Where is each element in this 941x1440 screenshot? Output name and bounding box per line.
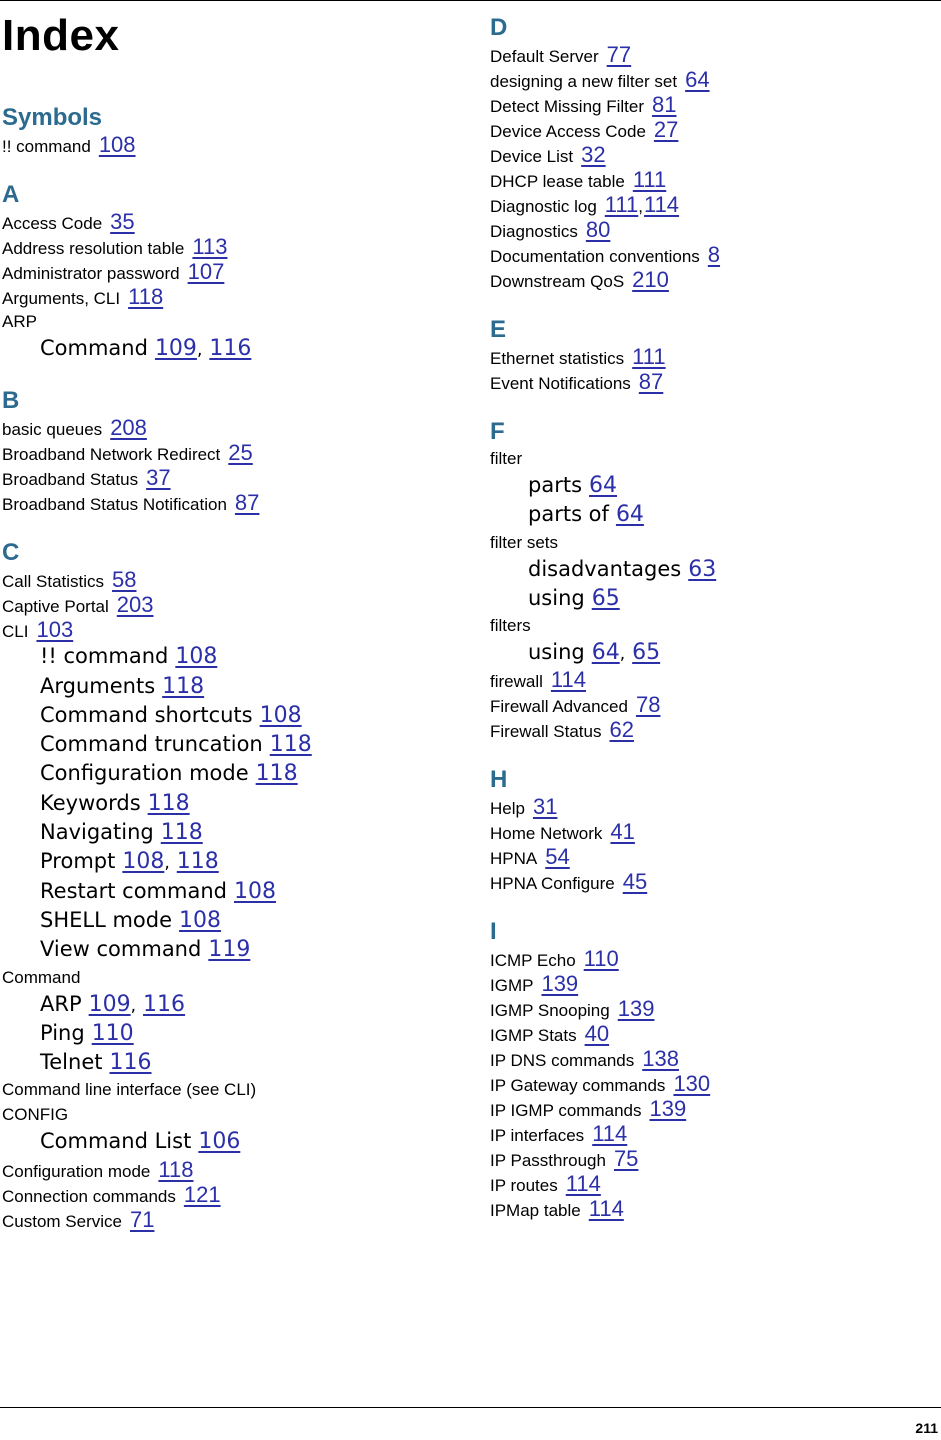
index-term: Keywords: [40, 790, 141, 815]
index-term: ICMP Echo: [490, 951, 576, 971]
index-term: Diagnostic log: [490, 197, 597, 216]
index-term: Command: [2, 967, 81, 987]
index-subentry: [490, 638, 940, 667]
index-entry: [2, 132, 472, 157]
index-term: Configuration mode: [2, 1161, 151, 1181]
index-term: Help: [490, 799, 525, 819]
section-heading-i: I: [490, 918, 497, 946]
index-subentry: [2, 906, 472, 935]
index-entry: [490, 1046, 940, 1071]
index-entry: [490, 242, 940, 267]
index-term: designing a new filter set: [490, 72, 678, 91]
index-subentry: [2, 759, 472, 788]
index-term: Captive Portal: [2, 597, 109, 617]
index-term: Telnet: [40, 1050, 103, 1075]
index-entry: [2, 617, 472, 642]
index-entry: [490, 42, 940, 67]
index-term: ARP: [2, 312, 37, 331]
page-link[interactable]: 80: [585, 217, 611, 242]
page-link[interactable]: 116: [209, 336, 252, 361]
index-entry: [490, 267, 940, 292]
index-term: Call Statistics: [2, 572, 105, 592]
index-entry: [490, 217, 940, 242]
index-term: HPNA Configure: [490, 874, 615, 894]
page-link[interactable]: 40: [584, 1021, 610, 1047]
index-entry: [490, 1096, 940, 1121]
page-link[interactable]: 114: [592, 1121, 628, 1147]
page-link[interactable]: 118: [269, 732, 312, 758]
index-term: SHELL mode: [40, 907, 173, 932]
index-term: Firewall Status: [490, 722, 602, 742]
index-term: HPNA: [490, 849, 538, 869]
index-subentry: [2, 847, 472, 876]
index-term: ARP: [40, 991, 82, 1016]
page-link[interactable]: 138: [642, 1046, 679, 1072]
index-subentry: [2, 935, 472, 964]
page-link[interactable]: 121: [183, 1181, 221, 1207]
section-heading-c: C: [2, 539, 20, 567]
page-link[interactable]: 203: [116, 592, 154, 618]
section-heading-a: A: [2, 181, 20, 208]
page-link[interactable]: 108: [259, 702, 302, 728]
index-subentry: [2, 877, 472, 906]
footer-rule: [0, 1407, 941, 1408]
index-entry: [490, 192, 940, 217]
page-link[interactable]: 109: [88, 991, 131, 1017]
index-term: Ping: [40, 1020, 85, 1045]
index-subentry: [2, 1019, 472, 1048]
index-term: Arguments, CLI: [2, 289, 121, 308]
index-term: Prompt: [40, 849, 116, 874]
index-subentry: [2, 730, 472, 759]
index-entry: [490, 613, 940, 638]
index-term: Broadband Status: [2, 470, 139, 490]
index-term: IP routes: [490, 1176, 558, 1196]
index-term: DHCP lease table: [490, 172, 625, 191]
page-link[interactable]: 71: [129, 1206, 155, 1232]
index-term: IGMP Snooping: [490, 1001, 610, 1021]
index-entry: [2, 490, 472, 515]
page-link[interactable]: 118: [255, 761, 298, 787]
page-separator: ,: [619, 644, 626, 665]
page-link[interactable]: 108: [233, 878, 276, 904]
page-link[interactable]: 65: [591, 585, 620, 611]
index-term: !! command: [2, 137, 91, 156]
index-entry: [2, 1077, 472, 1102]
index-entry: [2, 234, 472, 259]
index-left-column: [2, 12, 472, 1232]
page-link[interactable]: 106: [198, 1129, 241, 1155]
page-link[interactable]: 210: [632, 267, 669, 292]
page-link[interactable]: 58: [112, 567, 137, 593]
index-term: Command shortcuts: [40, 702, 253, 727]
page-link[interactable]: 108: [179, 907, 222, 933]
page-number: 211: [915, 1420, 938, 1436]
page-link[interactable]: 8: [707, 242, 721, 267]
page-link[interactable]: 35: [110, 209, 135, 234]
page-link[interactable]: 25: [228, 440, 253, 466]
index-term: IP IGMP commands: [490, 1101, 642, 1121]
index-entry: [490, 1071, 940, 1096]
index-entry: [490, 844, 940, 869]
page-separator: ,: [196, 340, 203, 360]
index-entry: [2, 209, 472, 234]
section-heading-d: D: [490, 14, 508, 41]
index-subentry: [2, 1048, 472, 1077]
index-term: Command truncation: [40, 732, 263, 757]
index-entry: [490, 717, 940, 742]
section-heading-f: F: [490, 418, 505, 445]
page-link[interactable]: 139: [617, 996, 655, 1022]
index-term: CLI: [2, 622, 29, 642]
page-link[interactable]: 54: [545, 844, 570, 870]
index-entry: [490, 530, 940, 555]
index-entry: [490, 1196, 940, 1221]
index-term: Event Notifications: [490, 374, 631, 393]
index-term: filter: [490, 449, 523, 468]
page-link[interactable]: 114: [565, 1171, 601, 1197]
index-term: Address resolution table: [2, 239, 185, 258]
index-term: IGMP: [490, 976, 534, 996]
page-link[interactable]: 113: [192, 234, 228, 259]
index-subentry: [2, 1127, 472, 1156]
index-term: using: [528, 585, 585, 610]
index-subentry: [2, 672, 472, 701]
index-entry: [2, 1157, 472, 1182]
index-entry: [2, 465, 472, 490]
index-term: View command: [40, 937, 202, 962]
index-term: basic queues: [2, 420, 103, 440]
index-term: Custom Service: [2, 1211, 122, 1231]
index-entry: [2, 259, 472, 284]
index-term: disadvantages: [528, 556, 682, 581]
page-link[interactable]: 118: [160, 820, 203, 846]
index-subentry: [490, 555, 940, 584]
index-term: filters: [490, 616, 531, 636]
index-entry: [2, 965, 472, 990]
index-entry: [2, 1207, 472, 1232]
section-heading-h: H: [490, 766, 508, 794]
index-entry: [490, 667, 940, 692]
page-link[interactable]: 114: [550, 667, 586, 693]
page-link[interactable]: 111: [632, 167, 667, 192]
index-term: IPMap table: [490, 1201, 581, 1221]
page-separator: ,: [130, 995, 137, 1016]
top-rule: [0, 0, 941, 1]
index-term: firewall: [490, 672, 543, 692]
index-term: Access Code: [2, 214, 103, 233]
index-entry: [490, 996, 940, 1021]
index-entry: [490, 794, 940, 819]
index-entry: [490, 692, 940, 717]
index-entry: [490, 1021, 940, 1046]
page-link[interactable]: 31: [532, 794, 558, 820]
index-term: Home Network: [490, 824, 603, 844]
page-link[interactable]: 64: [685, 67, 710, 92]
page-link[interactable]: 75: [613, 1146, 639, 1172]
page-link[interactable]: 114: [588, 1196, 624, 1222]
index-entry: [2, 567, 472, 592]
page-link[interactable]: 130: [673, 1071, 711, 1097]
index-subentry: [2, 789, 472, 818]
page-link[interactable]: 32: [581, 142, 606, 167]
page-title: Index: [2, 11, 120, 60]
page-link[interactable]: 64: [589, 473, 618, 498]
index-entry: [490, 167, 940, 192]
index-entry: [2, 415, 472, 440]
page-link[interactable]: 63: [688, 556, 717, 582]
index-term: CONFIG: [2, 1105, 69, 1125]
index-subentry: [490, 584, 940, 613]
page-link[interactable]: 78: [635, 692, 661, 718]
index-term: parts of: [528, 502, 609, 527]
page-link[interactable]: 118: [147, 790, 190, 816]
index-term: Connection commands: [2, 1186, 176, 1206]
index-term: IP interfaces: [490, 1126, 585, 1146]
page-link[interactable]: 108: [98, 132, 136, 157]
index-term: Broadband Status Notification: [2, 495, 227, 515]
index-term: IGMP Stats: [490, 1026, 577, 1046]
page-link[interactable]: 118: [176, 849, 219, 875]
page-link[interactable]: 208: [110, 415, 147, 441]
page-link[interactable]: 64: [615, 502, 644, 528]
page-link[interactable]: 77: [606, 42, 632, 67]
page-link[interactable]: 103: [36, 617, 74, 643]
page-separator: ,: [638, 197, 643, 216]
section-heading-b: B: [2, 387, 20, 415]
index-entry: [490, 67, 940, 92]
index-entry: [490, 117, 940, 142]
index-term: Arguments: [40, 673, 156, 698]
index-term: parts: [528, 473, 583, 497]
index-term: Ethernet statistics: [490, 349, 625, 368]
index-entry: [490, 1146, 940, 1171]
page-link[interactable]: 116: [143, 991, 186, 1017]
index-entry: [490, 971, 940, 996]
index-subentry: [490, 471, 940, 500]
index-term: !! command: [40, 644, 169, 669]
index-right-column: [490, 14, 940, 1221]
page-link[interactable]: 64: [591, 640, 620, 666]
page-link[interactable]: 110: [583, 946, 619, 972]
index-term: Diagnostics: [490, 222, 578, 241]
index-entry: [2, 592, 472, 617]
page-link[interactable]: 108: [122, 849, 165, 875]
index-term: Command line interface (see CLI): [2, 1080, 257, 1100]
page-link[interactable]: 111: [632, 344, 666, 369]
index-term: Device Access Code: [490, 122, 646, 141]
index-subentry: [490, 500, 940, 529]
index-term: Administrator password: [2, 264, 180, 283]
index-term: Broadband Network Redirect: [2, 445, 221, 465]
page-link[interactable]: 27: [653, 117, 679, 142]
page-link[interactable]: 87: [638, 369, 664, 394]
page-link[interactable]: 118: [162, 673, 205, 699]
index-entry: [2, 440, 472, 465]
index-entry: [2, 1182, 472, 1207]
page-link[interactable]: 116: [109, 1050, 152, 1076]
section-heading-e: E: [490, 316, 507, 343]
index-term: Device List: [490, 147, 574, 166]
index-subentry: [2, 642, 472, 671]
index-term: Downstream QoS: [490, 272, 625, 291]
page-link[interactable]: 65: [632, 640, 661, 666]
page-link[interactable]: 109: [154, 336, 197, 361]
index-subentry: [2, 701, 472, 730]
index-entry: [490, 344, 940, 369]
index-entry: [490, 1171, 940, 1196]
index-term: IP Gateway commands: [490, 1076, 666, 1096]
page-link[interactable]: 81: [651, 92, 677, 117]
page-link[interactable]: 118: [158, 1156, 194, 1182]
index-entry: [490, 869, 940, 894]
index-term: Restart command: [40, 878, 227, 903]
index-entry: [2, 309, 472, 334]
index-term: Detect Missing Filter: [490, 97, 644, 116]
index-entry: [490, 946, 940, 971]
page-link[interactable]: 87: [234, 490, 260, 516]
index-term: Command List: [40, 1129, 192, 1154]
index-subentry: [2, 334, 472, 363]
index-term: Command: [40, 336, 148, 360]
index-entry: [490, 446, 940, 471]
page-link[interactable]: 41: [610, 819, 635, 845]
page-link[interactable]: 118: [128, 284, 164, 309]
page-link[interactable]: 119: [208, 937, 251, 963]
index-entry: [490, 92, 940, 117]
section-heading-symbols: Symbols: [2, 104, 103, 131]
index-term: Configuration mode: [40, 761, 249, 786]
page-link[interactable]: 110: [91, 1020, 134, 1046]
page-link[interactable]: 139: [541, 971, 579, 997]
index-entry: [2, 284, 472, 309]
page-link[interactable]: 114: [643, 192, 680, 217]
index-entry: [490, 369, 940, 394]
index-term: Navigating: [40, 820, 154, 845]
page-link[interactable]: 45: [622, 869, 648, 895]
index-term: Firewall Advanced: [490, 697, 628, 717]
index-entry: [490, 819, 940, 844]
page-link[interactable]: 62: [609, 717, 634, 743]
index-term: filter sets: [490, 532, 559, 552]
index-entry: [490, 1121, 940, 1146]
index-term: IP Passthrough: [490, 1151, 606, 1171]
index-entry: [2, 1102, 472, 1127]
page-separator: ,: [164, 853, 170, 874]
index-subentry: [2, 818, 472, 847]
page-link[interactable]: 139: [649, 1096, 687, 1122]
index-term: Default Server: [490, 47, 599, 66]
index-term: Documentation conventions: [490, 247, 700, 266]
index-term: IP DNS commands: [490, 1051, 635, 1071]
page-link[interactable]: 111: [604, 192, 639, 217]
index-subentry: [2, 990, 472, 1019]
page-link[interactable]: 108: [175, 644, 218, 670]
page-link[interactable]: 37: [146, 465, 171, 491]
index-term: using: [528, 640, 585, 665]
index-entry: [490, 142, 940, 167]
page-link[interactable]: 107: [187, 259, 225, 284]
